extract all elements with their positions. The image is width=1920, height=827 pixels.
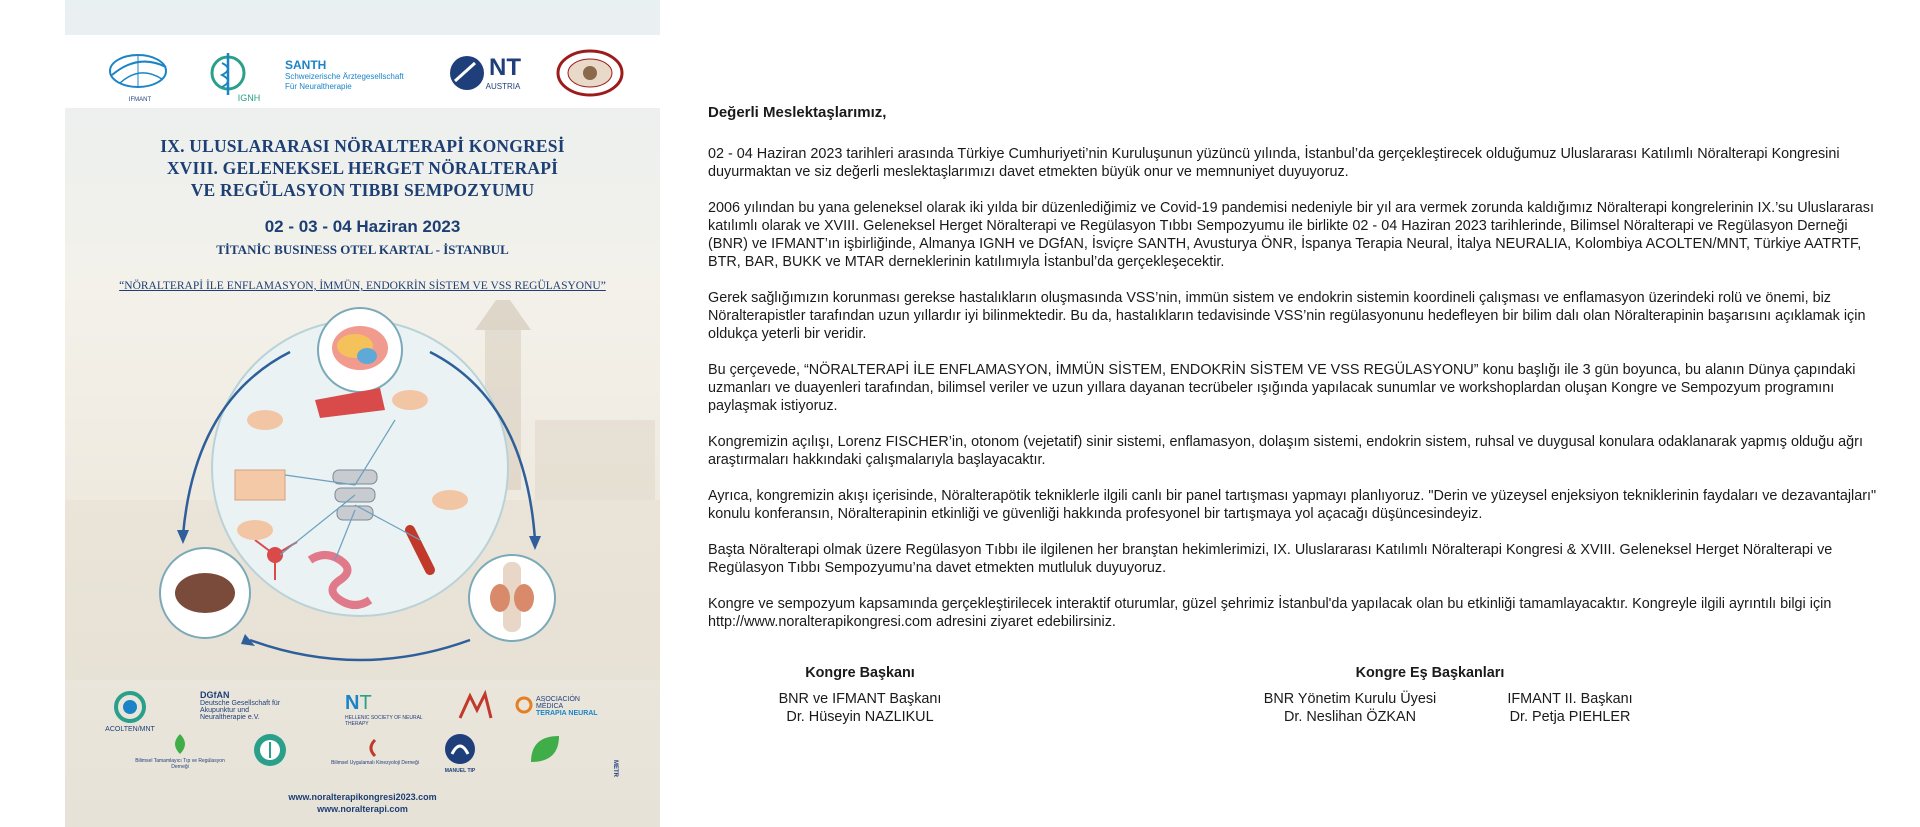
letter-paragraph: 02 - 04 Haziran 2023 tarihleri arasında Türkiye Cumhuriyeti’nin Kuruluşunun yüzüncü yılında, İstanbul’da gerçekleştirecek olduğumuz Uluslararası Katılımlı Nöralterapi Kongresini duyurmaktan ve siz değerli meslektaşlarımızı davet etmekten büyük onur ve memnuniyet duyuyoruz. [708,146,1840,180]
nt-logo-text: NT [489,54,521,81]
president-name: Dr. Hüseyin NAZLIKUL [786,709,934,725]
co-president-1-role: BNR Yönetim Kurulu Üyesi [1263,691,1437,707]
acolten-logo-text: ACOLTEN/MNT [105,726,155,733]
letter-paragraph: 2006 yılından bu yana geleneksel olarak iki yılda bir düzenlediğimiz ve Covid-19 pandemisi nedeniyle bir yıl ara vermek zorunda kaldığımız Nöralterapi kongrelerinin IX.’su Uluslararası katılımlı olarak ve XVIII. Geleneksel Herget Nöralterapi ve Regülasyon Tıbbı Sempozyumu ile birlikte 02 - 04 Haziran 2023 tarihlerinde, Bilimsel Nöralterapi ve Regülasyon Derneği (BNR) ve IFMANT’ın işbirliğinde, Almanya IGNH ve DGfAN, İsviçre SANTH, Avusturya ÖNR, İspanya Terapia Neural, İtalya NEURALIA, Kolombiya ACOLTEN/MNT, Türkiye AATRTF, BTR, BAR, BUKK ve MTAR derneklerinin katılımıyla İstanbul’da gerçekleşecektir. [708,200,1874,270]
letter-paragraph: Başta Nöralterapi olmak üzere Regülasyon Tıbbı ile ilgilenen her branştan hekimlerimizi, IX. Uluslararası Katılımlı Nöralterapi Kongresi & XVIII. Geleneksel Herget Nöralterapi ve Regülasyon Tıbbı Sempozyumu’na davet etmekten mutluluk duyuyoruz. [708,542,1833,576]
poster-title-line2: XVIII. GELENEKSEL HERGET NÖRALTERAPİ [166,158,559,178]
red-emblem-logo [450,690,500,726]
invitation-letter [708,104,1888,649]
dgfan-logo [200,690,290,721]
poster-website-association: www.noralterapi.com [317,804,408,814]
co-president-1-name: Dr. Neslihan ÖZKAN [1284,709,1416,725]
green-leaf-logo [525,732,565,768]
poster-venue: TİTANİC BUSINESS OTEL KARTAL - İSTANBUL [216,242,509,257]
kinezyoloji-logo-text: Bilimsel Uygulamalı Kinezyoloji Derneği [331,760,419,766]
metr-logo-text: METR [612,760,618,777]
round-seal-logo [552,45,627,100]
ifmant-logo-text: IFMANT [128,97,152,103]
dgfan-logo-title: DGfAN [200,690,230,700]
acolten-logo [95,690,165,733]
bilimsel-logo-text: Bilimsel Tamamlayıcı Tıp ve Regülasyon Derneği [135,758,225,770]
poster-theme: “NÖRALTERAPİ İLE ENFLAMASYON, İMMÜN, ENDOKRİN SİSTEM VE VSS REGÜLASYONU” [119,280,606,292]
letter-paragraph: Ayrıca, kongremizin akışı içerisinde, Nöralterapötik tekniklerle ilgili canlı bir panel tartışması yapmayı planlıyoruz. "Derin ve yüzeysel enjeksiyon tekniklerinin faydaları ve dezavantajları" konulu konferansın, Nöralterapinin etkinliği ve güvenliği hakkında profesyonel bir tartışmaya yol açacağı düşüncesindeyiz. [708,488,1877,522]
letter-paragraph: Bu çerçevede, “NÖRALTERAPİ İLE ENFLAMASYON, İMMÜN SİSTEM, ENDOKRİN SİSTEM VE VSS REGÜLASYONU” konu başlığı ile 3 gün boyunca, bu alanın Dünya çapındaki uzmanları ve duayenleri tarafından, bilimsel veriler ve uzun yıllara dayanan tecrübeler ışığında yapılacak sunumlar ve workshoplardan oluşan Kongre ve Sempozyum programını paylaşmak istiyoruz. [708,362,1856,414]
santh-logo-line1: Schweizerische Ärztegesellschaft [285,71,404,81]
letter-greeting: Değerli Meslektaşlarımız, [708,104,887,121]
santh-logo [285,47,415,102]
ignh-logo [200,45,270,105]
signature-co-president-2 [1490,690,1650,726]
co-president-2-role: IFMANT II. Başkanı [1507,691,1633,707]
letter-paragraph: Kongre ve sempozyum kapsamında gerçekleştirilecek interaktif oturumlar, güzel şehrimiz İstanbul'da yapılacak olan bu etkinliği tamamlayacaktır. Kongreyle ilgili ayrıntılı bilgi için http://www.noralterapikongresi.com adresini ziyaret edebilirsiniz. [708,596,1832,630]
terapia-neural-logo [515,696,605,717]
santh-logo-line2: Für Neuraltherapie [285,81,352,91]
manuel-tip-logo-text: MANUEL TIP [444,768,476,774]
metr-logo [612,760,632,777]
organizer-logo-band [65,35,660,108]
terapia-logo-line2: TERAPIA NEURAL [536,710,598,717]
signature-co-president-1 [1240,690,1460,726]
caduceus-seal-logo [250,732,290,770]
hellenic-logo: NT HELLENIC SOCIETY OF NEURAL THERAPY [345,692,435,727]
terapia-logo-line1: ASOCIACIÓN MÉDICA [536,696,580,710]
co-presidents-heading: Kongre Eş Başkanları [1355,665,1505,681]
dgfan-logo-line1: Deutsche Gesellschaft für [200,700,281,707]
manuel-tip-logo [440,732,480,774]
poster-date: 02 - 03 - 04 Haziran 2023 [264,217,461,236]
ignh-logo-text: IGNH [237,93,261,103]
regulation-diagram [65,300,660,680]
bilimsel-tamamlayici-logo [135,732,225,770]
letter-paragraph: Gerek sağlığımızın korunması gerekse hastalıkların oluşmasında VSS’nin, immün sistem ve endokrin sistemin koordineli çalışması ve enflamasyon üzerindeki rolü ve önemi, biz Nöralterapistler tarafından uzun yıllardır iyi bilinmektedir. Bu da, hastalıkların tedavisinde VSS’nin regülasyonunu hedefleyen bir bilim dalı olan Nöralterapinin başarısını açıklamak için oldukça yeterli bir veridir. [708,290,1866,342]
poster-website-congress: www.noralterapikongresi2023.com [288,792,437,802]
poster-title-line3: VE REGÜLASYON TIBBI SEMPOZYUMU [190,180,535,200]
dgfan-logo-line2: Akupunktur und Neuraltherapie e.V. [200,707,260,721]
congress-poster [65,0,660,827]
ifmant-logo [100,45,180,105]
president-heading: Kongre Başkanı [805,665,915,681]
president-role: BNR ve IFMANT Başkanı [778,691,942,707]
hellenic-logo-text: HELLENIC SOCIETY OF NEURAL THERAPY [345,715,423,727]
letter-paragraph: Kongremizin açılışı, Lorenz FISCHER’in, otonom (vejetatif) sinir sistemi, enflamasyon, dolaşım sistemi, endokrin sistem, ruhsal ve duygusal konulara odaklanarak yapmış olduğu ağrı araştırmaları hakkındaki çalışmalarıyla başlayacaktır. [708,434,1863,468]
kinezyoloji-logo [330,738,420,766]
poster-title-line1: IX. ULUSLARARASI NÖRALTERAPİ KONGRESİ [160,136,565,156]
nt-austria-logo [435,45,535,100]
nt-logo-subtext: AUSTRIA [485,82,521,91]
signature-president [735,664,985,726]
santh-logo-title: SANTH [285,57,327,72]
co-president-2-name: Dr. Petja PIEHLER [1509,709,1631,725]
